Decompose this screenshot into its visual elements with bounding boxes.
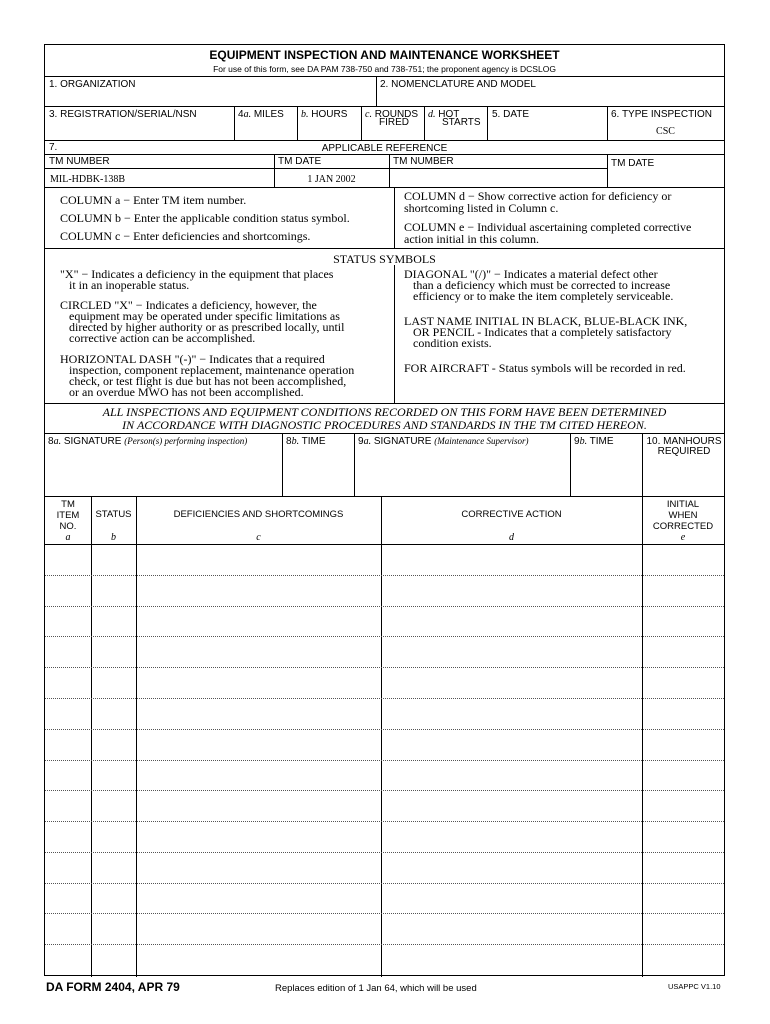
cell-corrective-action[interactable] [383, 700, 640, 727]
cell-deficiency[interactable] [138, 608, 379, 635]
hours-letter: b. [301, 109, 309, 120]
row-divider [45, 790, 724, 791]
cell-initial[interactable] [644, 792, 722, 819]
cell-initial[interactable] [644, 854, 722, 881]
divider [381, 496, 382, 977]
cell-status[interactable] [93, 731, 134, 758]
manhours-field[interactable] [644, 458, 722, 494]
cell-corrective-action[interactable] [383, 885, 640, 912]
row-divider [45, 852, 724, 853]
cell-item-no[interactable] [47, 731, 89, 758]
cell-status[interactable] [93, 946, 134, 973]
rounds-text-1: ROUNDS [374, 109, 419, 120]
registration-field[interactable] [47, 123, 232, 138]
time-9b-number: 9 [574, 436, 580, 447]
cell-item-no[interactable] [47, 885, 89, 912]
hot-starts-field[interactable] [426, 127, 485, 139]
cell-deficiency[interactable] [138, 823, 379, 850]
status-dash-4: or an overdue MWO has not been accomplished. [69, 385, 304, 399]
divider [642, 433, 643, 496]
hours-text: HOURS [311, 109, 348, 120]
cell-corrective-action[interactable] [383, 792, 640, 819]
divider [45, 154, 724, 155]
time-9b-field[interactable] [572, 450, 640, 494]
tm-number-value-1[interactable]: MIL-HDBK-138B [50, 174, 125, 185]
signature-8a-field[interactable] [47, 450, 280, 494]
status-diagonal-2: than a deficiency which must be corrected to increase [413, 278, 671, 292]
status-circled-4: corrective action can be accomplished. [69, 331, 256, 345]
cell-corrective-action[interactable] [383, 946, 640, 973]
cell-initial[interactable] [644, 608, 722, 635]
signature-9a-letter: a. [363, 436, 372, 447]
hot-starts-letter: d. [428, 109, 436, 120]
cell-corrective-action[interactable] [383, 669, 640, 696]
status-dash-2: inspection, component replacement, maintenance operation [69, 363, 355, 377]
status-last-name-1: LAST NAME INITIAL IN BLACK, BLUE-BLACK INK, [404, 314, 688, 328]
row-divider [45, 883, 724, 884]
cell-status[interactable] [93, 823, 134, 850]
registration-label: 3. REGISTRATION/SERIAL/NSN [49, 109, 197, 120]
miles-number: 4 [238, 109, 244, 120]
signature-9a-note: (Maintenance Supervisor) [434, 436, 529, 446]
header-item-line-2: ITEM [56, 510, 80, 521]
worksheet-form [44, 44, 725, 976]
time-8b-field[interactable] [284, 450, 352, 494]
cell-initial[interactable] [644, 669, 722, 696]
divider [136, 496, 137, 977]
cell-deficiency[interactable] [138, 669, 379, 696]
signature-9a-label [358, 436, 528, 447]
reference-heading: APPLICABLE REFERENCE [321, 143, 448, 154]
cell-status[interactable] [93, 638, 134, 665]
divider [282, 433, 283, 496]
divider [91, 496, 92, 977]
time-9b-label [574, 436, 614, 447]
cell-status[interactable] [93, 608, 134, 635]
hot-starts-label-2: STARTS [442, 117, 481, 128]
cell-corrective-action[interactable] [383, 823, 640, 850]
cell-item-no[interactable] [47, 669, 89, 696]
cell-item-no[interactable] [47, 762, 89, 789]
cell-corrective-action[interactable] [383, 546, 640, 573]
cell-corrective-action[interactable] [383, 762, 640, 789]
cell-deficiency[interactable] [138, 854, 379, 881]
instruction-column-b: COLUMN b − Enter the applicable condition status symbol. [60, 211, 350, 225]
divider [45, 496, 724, 497]
instruction-column-d-1: COLUMN d − Show corrective action for deficiency or [404, 189, 672, 203]
divider [45, 76, 724, 77]
status-last-name-2: OR PENCIL - Indicates that a completely satisfactory [413, 325, 672, 339]
cell-initial[interactable] [644, 823, 722, 850]
cell-deficiency[interactable] [138, 731, 379, 758]
cell-deficiency[interactable] [138, 915, 379, 942]
time-8b-label [286, 436, 326, 447]
nomenclature-label: 2. NOMENCLATURE AND MODEL [380, 79, 536, 90]
header-item-line-1: TM [61, 499, 75, 510]
form-title: EQUIPMENT INSPECTION AND MAINTENANCE WORKSHEET [209, 48, 560, 62]
header-initial-line-1: INITIAL [666, 499, 700, 510]
tm-number-header-1: TM NUMBER [49, 156, 110, 167]
row-divider [45, 606, 724, 607]
divider [45, 106, 724, 107]
cell-status[interactable] [93, 854, 134, 881]
row-divider [45, 636, 724, 637]
cell-status[interactable] [93, 546, 134, 573]
header-corrective-action: CORRECTIVE ACTION [461, 509, 562, 520]
signature-8a-number: 8 [48, 436, 54, 447]
status-x-2: it in an inoperable status. [69, 278, 190, 292]
reference-number: 7. [49, 142, 58, 153]
cell-initial[interactable] [644, 885, 722, 912]
row-divider [45, 575, 724, 576]
instruction-column-c: COLUMN c − Enter deficiencies and shortcomings. [60, 229, 311, 243]
header-deficiencies: DEFICIENCIES AND SHORTCOMINGS [173, 509, 344, 520]
date-field[interactable] [489, 123, 605, 138]
status-aircraft: FOR AIRCRAFT - Status symbols will be recorded in red. [404, 361, 686, 375]
manhours-label-2: REQUIRED [657, 446, 711, 457]
cell-status[interactable] [93, 700, 134, 727]
divider [297, 106, 298, 140]
cell-status[interactable] [93, 669, 134, 696]
cell-corrective-action[interactable] [383, 915, 640, 942]
miles-field[interactable] [236, 123, 295, 138]
cell-deficiency[interactable] [138, 792, 379, 819]
status-circled-2: equipment may be operated under specific limitations as [69, 309, 340, 323]
instruction-column-e-2: action initial in this column. [404, 232, 539, 246]
divider [45, 433, 724, 434]
signature-8a-note: (Person(s) performing inspection) [124, 436, 248, 446]
time-8b-letter: b. [291, 436, 300, 447]
type-inspection-value[interactable]: CSC [656, 126, 675, 137]
cell-status[interactable] [93, 885, 134, 912]
signature-9a-text: SIGNATURE [373, 436, 432, 447]
replaces-note: Replaces edition of 1 Jan 64, which will be used [275, 983, 477, 994]
instruction-column-e-1: COLUMN e − Individual ascertaining completed corrective [404, 220, 692, 234]
divider [354, 433, 355, 496]
divider [394, 265, 395, 403]
nomenclature-field[interactable] [378, 91, 722, 105]
signature-9a-number: 9 [358, 436, 364, 447]
cell-item-no[interactable] [47, 700, 89, 727]
cell-deficiency[interactable] [138, 546, 379, 573]
instruction-column-a: COLUMN a − Enter TM item number. [60, 193, 247, 207]
organization-label: 1. ORGANIZATION [49, 79, 136, 90]
divider [45, 187, 724, 188]
signature-8a-letter: a. [53, 436, 62, 447]
cell-item-no[interactable] [47, 854, 89, 881]
cell-corrective-action[interactable] [383, 854, 640, 881]
miles-letter: a. [243, 109, 252, 120]
certification-line-1: ALL INSPECTIONS AND EQUIPMENT CONDITIONS RECORDED ON THIS FORM HAVE BEEN DETERMINED [102, 405, 667, 419]
cell-status[interactable] [93, 762, 134, 789]
header-corrective-action-sub: d [509, 532, 514, 543]
cell-status[interactable] [93, 792, 134, 819]
cell-item-no[interactable] [47, 577, 89, 604]
cell-deficiency[interactable] [138, 577, 379, 604]
version-label: USAPPC V1.10 [668, 982, 721, 991]
cell-initial[interactable] [644, 700, 722, 727]
cell-initial[interactable] [644, 731, 722, 758]
status-diagonal-3: efficiency or to make the item completely serviceable. [413, 289, 674, 303]
row-divider [45, 698, 724, 699]
time-9b-letter: b. [579, 436, 588, 447]
divider [389, 154, 390, 187]
cell-corrective-action[interactable] [383, 608, 640, 635]
header-initial-line-2: WHEN [668, 510, 698, 521]
form-subtitle: For use of this form, see DA PAM 738-750 and 738-751; the proponent agency is DCSLOG [213, 64, 556, 74]
header-status-sub: b [111, 532, 116, 543]
date-label: 5. DATE [492, 109, 530, 120]
divider [424, 106, 425, 140]
cell-item-no[interactable] [47, 546, 89, 573]
status-last-name-3: condition exists. [413, 336, 492, 350]
tm-date-header-1: TM DATE [278, 156, 322, 167]
time-8b-number: 8 [286, 436, 292, 447]
form-id: DA FORM 2404, APR 79 [46, 980, 180, 994]
divider [45, 403, 724, 404]
header-status: STATUS [95, 509, 132, 520]
cell-corrective-action[interactable] [383, 731, 640, 758]
cell-item-no[interactable] [47, 638, 89, 665]
status-dash-3: check, or test flight is due but has not been accomplished, [69, 374, 347, 388]
divider [45, 168, 607, 169]
row-divider [45, 913, 724, 914]
divider [45, 140, 724, 141]
row-divider [45, 760, 724, 761]
tm-date-value-1[interactable]: 1 JAN 2002 [307, 174, 356, 185]
cell-corrective-action[interactable] [383, 638, 640, 665]
time-8b-text: TIME [301, 436, 326, 447]
cell-initial[interactable] [644, 915, 722, 942]
row-divider [45, 821, 724, 822]
cell-initial[interactable] [644, 946, 722, 973]
cell-item-no[interactable] [47, 915, 89, 942]
signature-9a-field[interactable] [356, 450, 568, 494]
cell-item-no[interactable] [47, 608, 89, 635]
cell-item-no[interactable] [47, 946, 89, 973]
divider [45, 544, 724, 545]
cell-deficiency[interactable] [138, 638, 379, 665]
hours-label [301, 109, 347, 120]
status-circled-1: CIRCLED "X" − Indicates a deficiency, however, the [60, 298, 317, 312]
status-symbols-heading: STATUS SYMBOLS [333, 252, 436, 266]
header-initial-sub: e [680, 532, 686, 543]
divider [361, 106, 362, 140]
cell-initial[interactable] [644, 546, 722, 573]
divider [234, 106, 235, 140]
divider [487, 106, 488, 140]
type-inspection-label: 6. TYPE INSPECTION [611, 109, 712, 120]
cell-status[interactable] [93, 915, 134, 942]
row-divider [45, 944, 724, 945]
header-item-sub: a [65, 532, 71, 543]
divider [45, 248, 724, 249]
hot-starts-text-1: HOT [438, 109, 460, 120]
cell-deficiency[interactable] [138, 762, 379, 789]
status-circled-3: directed by higher authority or as prescribed locally, until [69, 320, 345, 334]
miles-label [238, 109, 284, 120]
tm-date-header-2: TM DATE [611, 158, 655, 169]
divider [607, 154, 608, 187]
header-deficiencies-sub: c [256, 532, 261, 543]
organization-field[interactable] [47, 91, 373, 105]
miles-text: MILES [253, 109, 284, 120]
tm-number-header-2: TM NUMBER [393, 156, 454, 167]
cell-deficiency[interactable] [138, 700, 379, 727]
signature-8a-text: SIGNATURE [63, 436, 122, 447]
certification-line-2: IN ACCORDANCE WITH DIAGNOSTIC PROCEDURES AND STANDARDS IN THE TM CITED HEREON. [122, 418, 647, 432]
rounds-letter: c. [365, 109, 372, 120]
hours-field[interactable] [299, 123, 359, 138]
cell-status[interactable] [93, 577, 134, 604]
header-initial-line-3: CORRECTED [652, 521, 714, 532]
row-divider [45, 667, 724, 668]
status-diagonal-1: DIAGONAL "(/)" − Indicates a material defect other [404, 267, 658, 281]
cell-item-no[interactable] [47, 823, 89, 850]
divider [642, 496, 643, 977]
tm-number-field-2[interactable] [391, 171, 605, 186]
header-item-line-3: NO. [59, 521, 77, 532]
signature-8a-label [48, 436, 247, 447]
divider [570, 433, 571, 496]
cell-corrective-action[interactable] [383, 577, 640, 604]
time-9b-text: TIME [589, 436, 614, 447]
status-dash-1: HORIZONTAL DASH "(-)" − Indicates that a required [60, 352, 325, 366]
cell-deficiency[interactable] [138, 946, 379, 973]
cell-initial[interactable] [644, 577, 722, 604]
manhours-label-1: 10. MANHOURS [646, 436, 722, 447]
rounds-label-2: FIRED [379, 117, 409, 128]
cell-item-no[interactable] [47, 792, 89, 819]
tm-date-field-2[interactable] [609, 171, 722, 186]
divider [394, 187, 395, 248]
instruction-column-d-2: shortcoming listed in Column c. [404, 201, 559, 215]
cell-initial[interactable] [644, 762, 722, 789]
cell-initial[interactable] [644, 638, 722, 665]
status-x-1: "X" − Indicates a deficiency in the equipment that places [60, 267, 334, 281]
divider [376, 76, 377, 106]
cell-deficiency[interactable] [138, 885, 379, 912]
row-divider [45, 729, 724, 730]
rounds-field[interactable] [363, 127, 422, 139]
